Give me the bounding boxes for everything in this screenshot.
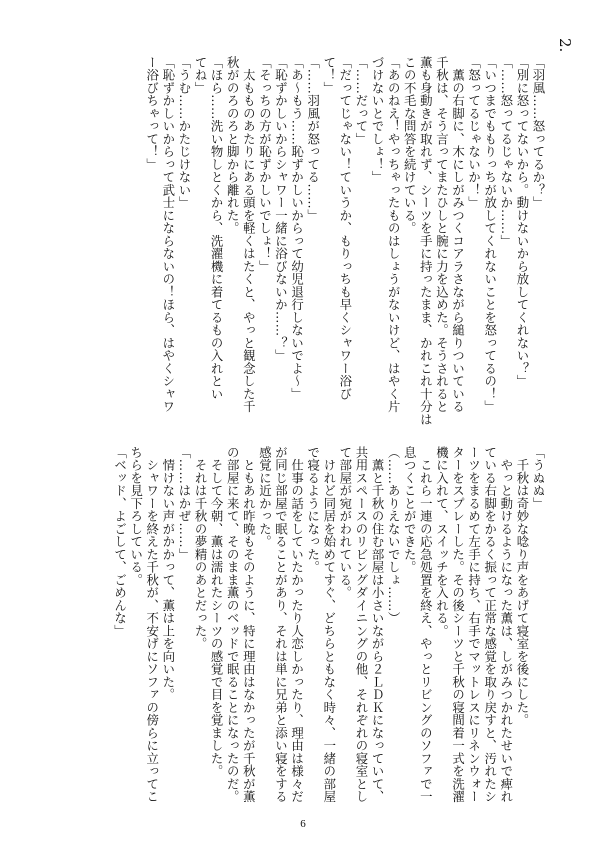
chapter-number: 2.	[556, 38, 574, 53]
text-line: ターをスプレーした。その後シーツと千秋の寝間着一式を洗濯	[450, 446, 466, 803]
text-line: づけないとでしょ！」	[370, 56, 386, 184]
text-line: ている右脚をかるく振って正常な感覚を取り戻すと、汚れたシ	[482, 446, 498, 803]
text-line: 情けない声がかかって、薫は上を向いた。	[160, 446, 176, 701]
text-line: 感覚に近かった。	[257, 446, 273, 548]
text-line: それは千秋の夢精のあとだった。	[193, 446, 209, 650]
text-line: ちらを見下ろしている。	[128, 446, 144, 587]
text-line: ともあれ昨晩もそのように、特に理由はなかったが千秋が薫	[241, 446, 257, 803]
upper-text-block	[144, 56, 546, 426]
text-line: 「あのねえ！やっちゃったものはしょうがないけど、はやく片	[386, 56, 402, 413]
text-line: （……ありえないでしょ……）	[386, 446, 402, 625]
text-line: 「……怒ってるじゃないか……」	[498, 56, 514, 248]
text-line: 「うぬぬ」	[531, 446, 546, 510]
text-line: 仕事の話をしていたかったり人恋しかったり、理由は様々だ	[289, 446, 305, 803]
text-line: 機に入れて、スイッチを入れる。	[434, 446, 450, 638]
text-line: 「あ〜もう……恥ずかしいからって幼児退行しないでよ〜」	[289, 56, 305, 401]
text-line: シャワーを終えた千秋が、不安げにソファの傍らに立ってこ	[144, 446, 160, 803]
text-line: てね」	[193, 56, 209, 95]
text-line: 「ほら……洗い物しとくから、洗濯機に着てるもの入れとい	[209, 56, 225, 401]
page-number: 6	[300, 818, 306, 830]
text-line: 薫も身動きが取れず、シーツを手に持ったまま、かれこれ十分は	[418, 56, 434, 426]
text-line: 「そっちの方が恥ずかしいでしょ！」	[257, 56, 273, 273]
text-line: 「……はかぜ……」	[176, 446, 192, 561]
text-line: 共用スペースのリビングダイニングの他、それぞれの寝室とし	[353, 446, 369, 803]
text-line: 「羽風……怒ってるか？」	[531, 56, 546, 209]
text-line: て！」	[321, 56, 337, 95]
text-line: 「恥ずかしいからって武士にならないの！ほら、はやくシャワ	[160, 56, 176, 413]
text-line: 千秋は、そう言ってまたひしと腕に力を込めた。そうされると	[434, 56, 450, 413]
text-line: 「うむ……かたじけない」	[176, 56, 192, 209]
text-line: やっと動けるようになった薫は、しがみつかれたせいで痺れ	[498, 446, 514, 803]
text-line: 「だってじゃない！ていうか、もりっちも早くシャワー浴び	[337, 56, 353, 401]
text-line: で寝るようになった。	[305, 446, 321, 574]
text-line: 「いつまでももりっちが放してくれないことを怒ってるの！」	[482, 56, 498, 413]
text-line: 「別に怒ってないから。動けないから放してくれない？」	[514, 56, 530, 388]
text-line: 息つくことができた。	[402, 446, 418, 574]
text-line: 太もものあたりにある頭を軽くはたくと、やっと観念した千	[241, 56, 257, 413]
text-line: 秋がのろのろと脚から離れた。	[225, 56, 241, 235]
text-line: 「怒ってるじゃないか！」	[466, 56, 482, 209]
text-line: 「ベッド、よごして、ごめんな」	[112, 446, 128, 638]
text-line: 千秋は奇妙な唸り声をあげて寝室を後にした。	[514, 446, 530, 727]
text-line: 「恥ずかしいからシャワー一緒に浴びないか……？」	[273, 56, 289, 362]
text-line: 薫の右脚に、木にしがみつくコアラさながら縋りついている	[450, 56, 466, 413]
text-line: そして今朝、薫は濡れたシーツの感覚で目を覚ました。	[209, 446, 225, 778]
text-line: の部屋に来て、そのまま薫のベッドで眠ることになったのだ。	[225, 446, 241, 803]
text-line: ーツをまるめて左手に持ち、右手でマットレスにリネンウォー	[466, 446, 482, 803]
text-line: て部屋が宛がわれている。	[337, 446, 353, 599]
text-line: 「……だって」	[353, 56, 369, 146]
text-line: これら一連の応急処置を終え、やっとリビングのソファで一	[418, 446, 434, 803]
text-line: けれど同居を始めてすぐ、どちらともなく時々、一緒の部屋	[321, 446, 337, 803]
text-line: 「……羽風が怒ってる……」	[305, 56, 321, 222]
lower-text-block	[111, 446, 546, 803]
text-line: この不毛な問答を続けている。	[402, 56, 418, 235]
text-line: ー浴びちゃって！」	[144, 56, 160, 171]
text-line: 薫と千秋の住む部屋は小さいながら２ＬＤＫになっていて、	[370, 446, 386, 803]
text-line: が同じ部屋で眠ることがあり、それは単に兄弟と添い寝をする	[273, 446, 289, 803]
